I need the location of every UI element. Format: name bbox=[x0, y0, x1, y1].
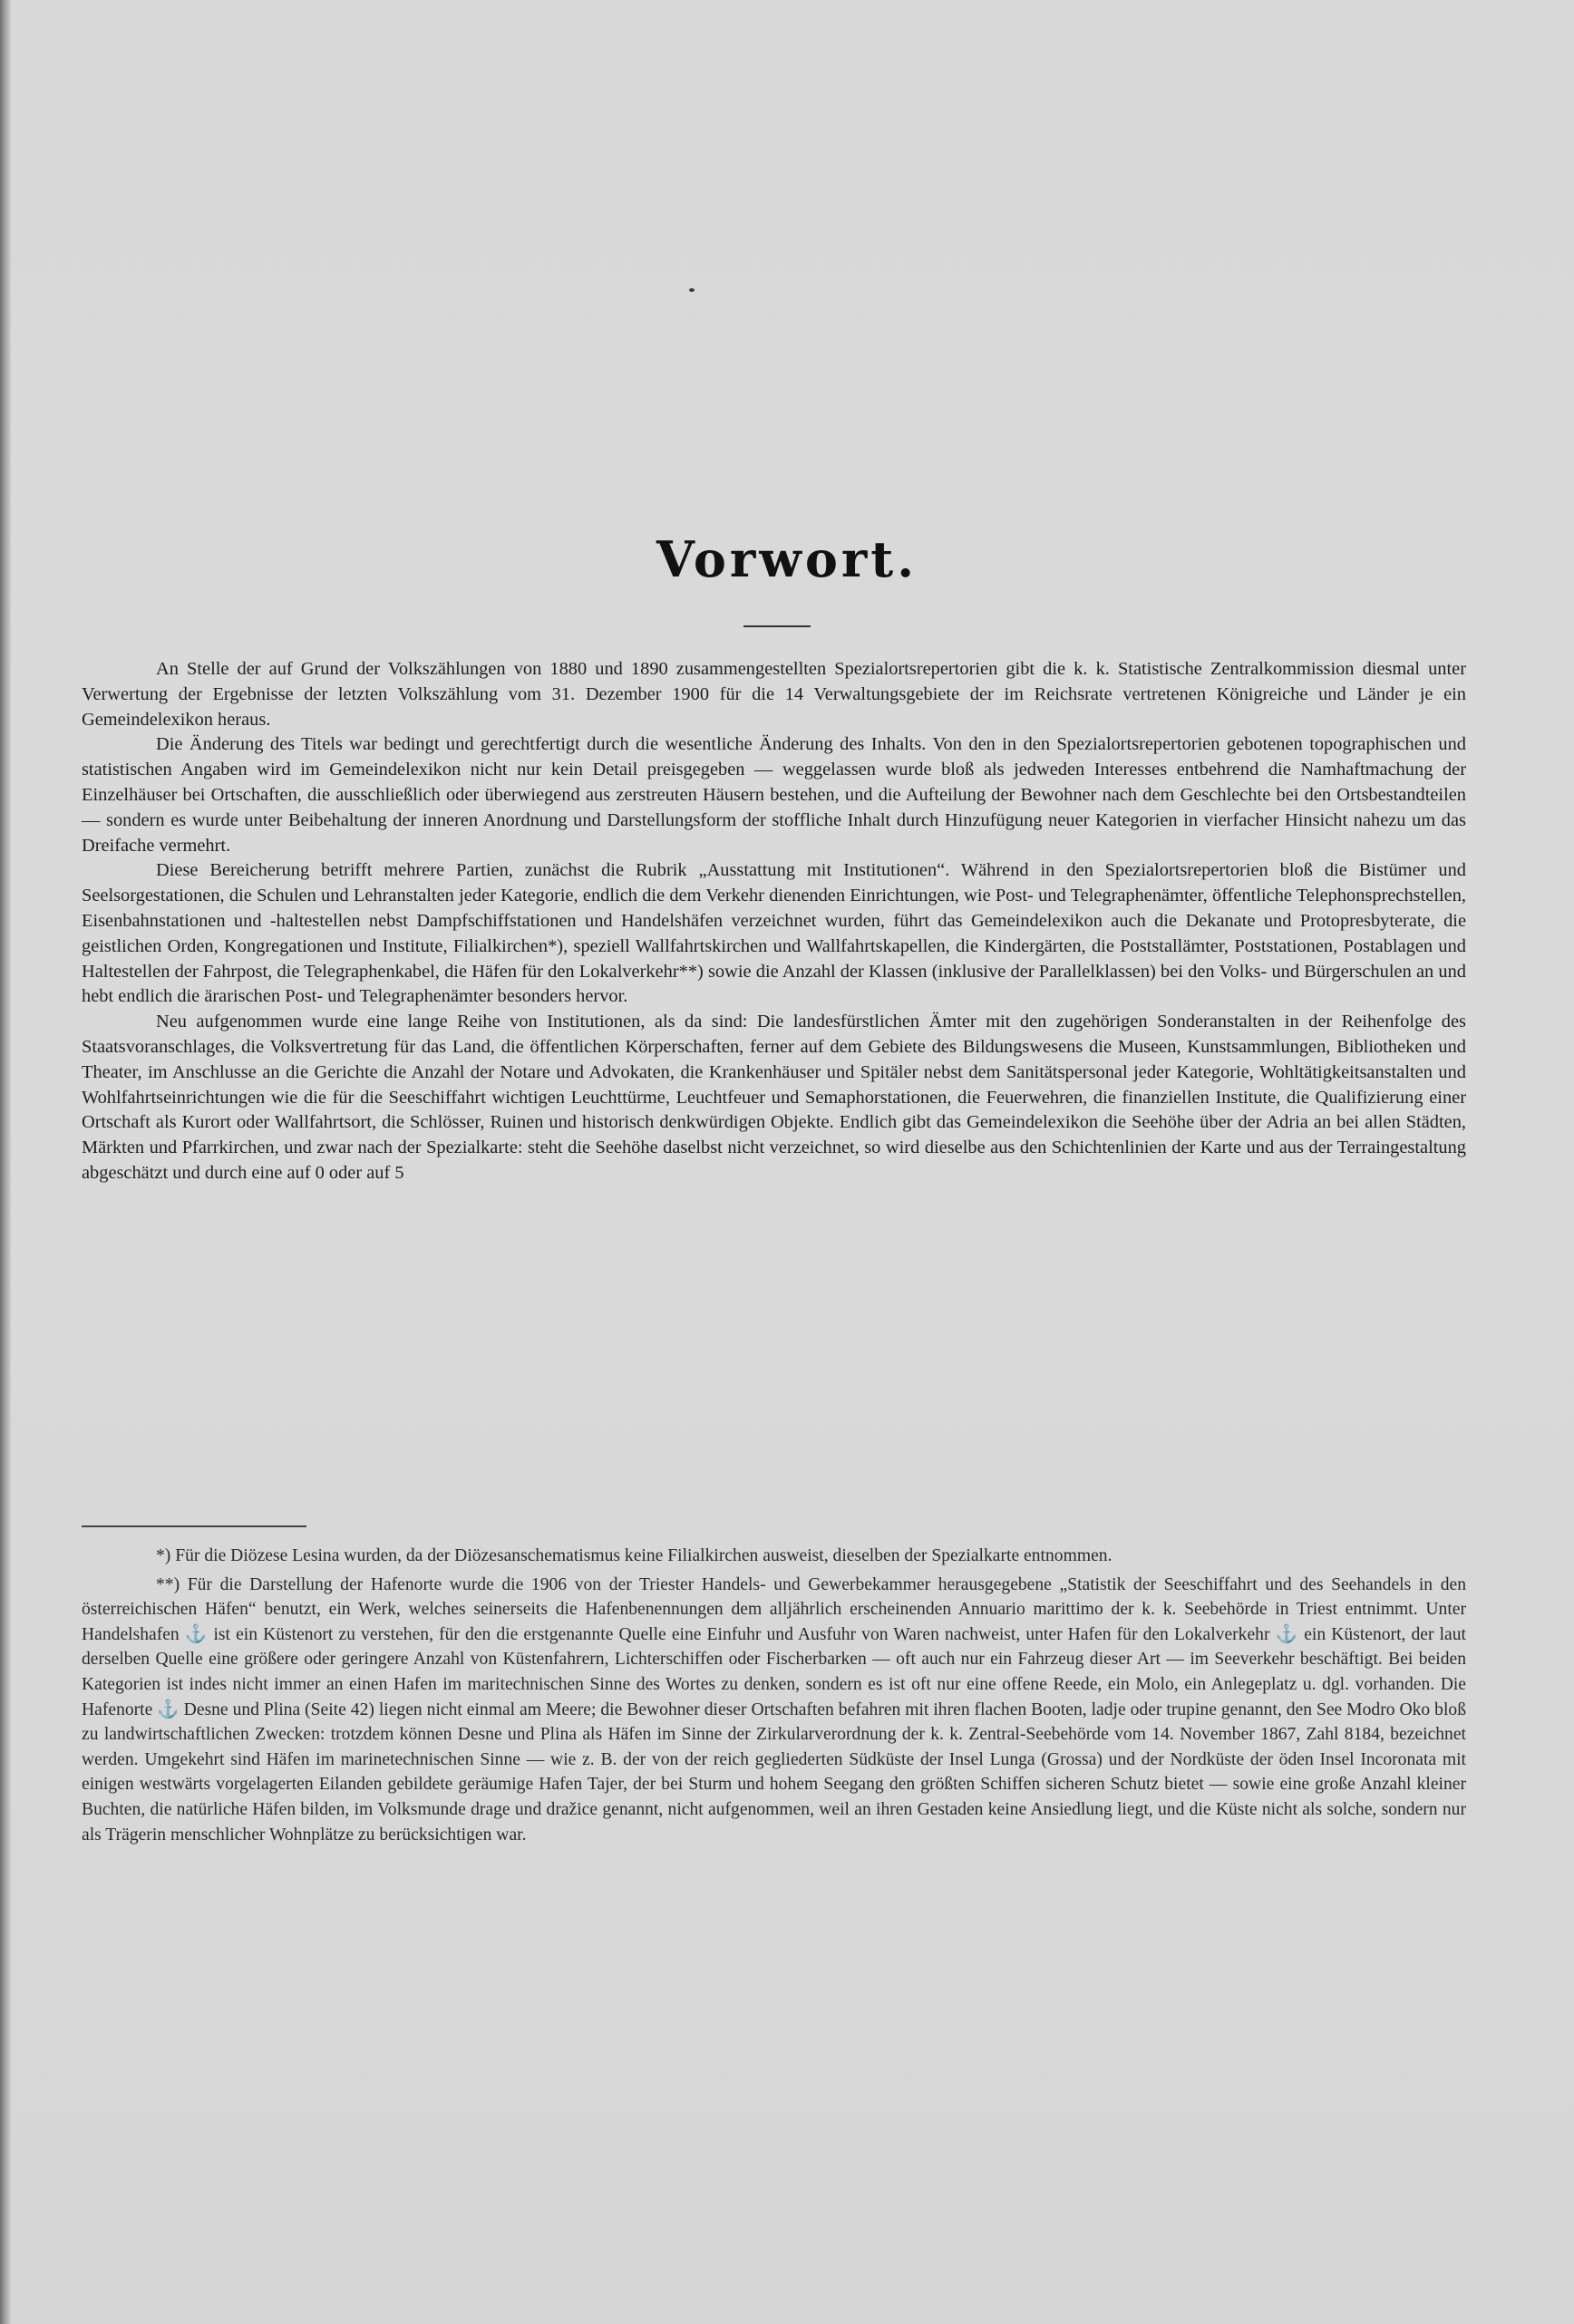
footnote-rule bbox=[82, 1525, 306, 1527]
footnote-1: *) Für die Diözese Lesina wurden, da der Diözesanschematismus keine Filialkirchen ausweist, dieselben der Spezialkarte entnommen. bbox=[156, 1546, 1112, 1565]
page-title: Vorwort. bbox=[656, 530, 918, 588]
body-text bbox=[82, 657, 1466, 1186]
scan-speck bbox=[689, 288, 695, 292]
paragraph-1: An Stelle der auf Grund der Volkszählungen von 1880 und 1890 zusammengestellten Spezialortsrepertorien gibt die k. k. Statistische Zentralkommission diesmal unter Verwertung der Ergebnisse der letzten Volkszählung vom 31. Dezember 1900 für die 14 Verwaltungsgebiete der im Reichsrate vertretenen Königreiche und Länder je ein Gemeindelexikon heraus. bbox=[82, 659, 1466, 730]
paragraph-2: Die Änderung des Titels war bedingt und gerechtfertigt durch die wesentliche Änderung des Inhalts. Von den in den Spezialortsrepertorien gebotenen topographischen und statistischen Angaben wird im Gemeindelexikon nicht nur kein Detail preisgegeben — weggelassen wurde bloß als jedweden Interesses entbehrend die Namhaftmachung der Einzelhäuser bei Ortschaften, die ausschließlich oder überwiegend aus zerstreuten Häusern bestehen, und die Aufteilung der Bewohner nach dem Geschlechte bei den Ortsbestandteilen — sondern es wurde unter Beibehaltung der inneren Anordnung und Darstellungsform der stoffliche Inhalt durch Hinzufügung neuer Kategorien in vierfacher Hinsicht nahezu um das Dreifache vermehrt. bbox=[82, 734, 1466, 856]
paragraph-3: Diese Bereicherung betrifft mehrere Partien, zunächst die Rubrik „Ausstattung mit Institutionen“. Während in den Spezialortsrepertorien bloß die Bistümer und Seelsorgestationen, die Schulen und Lehranstalten jeder Kategorie, endlich die dem Verkehr dienenden Einrichtungen, wie Post- und Telegraphenämter, öffentliche Telephonsprechstellen, Eisenbahnstationen und -haltestellen nebst Dampfschiffstationen und Handelshäfen verzeichnet wurden, führt das Gemeindelexikon auch die Dekanate und Protopresbyterate, die geistlichen Orden, Kongregationen und Institute, Filialkirchen*), speziell Wallfahrtskirchen und Wallfahrtskapellen, die Kindergärten, die Poststallämter, Poststationen, Postablagen und Haltestellen der Fahrpost, die Telegraphenkabel, die Häfen für den Lokalverkehr**) sowie die Anzahl der Klassen (inklusive der Parallelklassen) bei den Volks- und Bürgerschulen an und hebt endlich die ärarischen Post- und Telegraphenämter besonders hervor. bbox=[82, 860, 1466, 1007]
scan-binding-edge bbox=[0, 0, 11, 2324]
title-rule bbox=[743, 625, 811, 627]
paragraph-4: Neu aufgenommen wurde eine lange Reihe von Institutionen, als da sind: Die landesfürstlichen Ämter mit den zugehörigen Sonderanstalten in der Reihenfolge des Staatsvoranschlages, die Volksvertretung für das Land, die öffentlichen Körperschaften, ferner auf dem Gebiete des Bildungswesens die Museen, Kunstsammlungen, Bibliotheken und Theater, im Anschlusse an die Gerichte die Anzahl der Notare und Advokaten, die Krankenhäuser und Spitäler nebst dem Sanitätspersonal jeder Kategorie, Wohltätigkeitsanstalten und Wohlfahrtseinrichtungen wie die für die Seeschiffahrt wichtigen Leuchttürme, Leuchtfeuer und Semaphorstationen, die Feuerwehren, die finanziellen Institute, die Qualifizierung einer Ortschaft als Kurort oder Wallfahrtsort, die Schlösser, Ruinen und historisch denkwürdigen Objekte. Endlich gibt das Gemeindelexikon die Seehöhe über der Adria an bei allen Städten, Märkten und Pfarrkirchen, und zwar nach der Spezialkarte: steht die Seehöhe daselbst nicht verzeichnet, so wird dieselbe aus den Schichtenlinien der Karte und aus der Terraingestaltung abgeschätzt und durch eine auf 0 oder auf 5 bbox=[82, 1012, 1466, 1183]
footnote-2: **) Für die Darstellung der Hafenorte wurde die 1906 von der Triester Handels- und Gewerbekammer herausgegebene „Statistik der Seeschiffahrt und des Seehandels in den österreichischen Häfen“ benutzt, ein Werk, welches seinerseits die Hafenbenennungen dem alljährlich erscheinenden Annuario marittimo der k. k. Seebehörde in Triest entnimmt. Unter Handelshafen ⚓ ist ein Küstenort zu verstehen, für den die erstgenannte Quelle eine Einfuhr und Ausfuhr von Waren nachweist, unter Hafen für den Lokalverkehr ⚓ ein Küstenort, der laut derselben Quelle eine größere oder geringere Anzahl von Küstenfahrern, Lichterschiffen oder Fischerbarken — oft auch nur ein Fahrzeug dieser Art — im Seeverkehr beschäftigt. Bei beiden Kategorien ist indes nicht immer an einen Hafen im maritechnischen Sinne des Wortes zu denken, sondern es ist oft nur eine offene Reede, ein Molo, ein Anlegeplatz u. dgl. vorhanden. Die Hafenorte ⚓ Desne und Plina (Seite 42) liegen nicht einmal am Meere; die Bewohner dieser Ortschaften befahren mit ihren flachen Booten, ladje oder trupine genannt, den See Modro Oko bloß zu landwirtschaftlichen Zwecken: trotzdem können Desne und Plina als Häfen im Sinne der Zirkularverordnung der k. k. Zentral-Seebehörde vom 14. November 1867, Zahl 8184, bezeichnet werden. Umgekehrt sind Häfen im marinetechnischen Sinne — wie z. B. der von der reich gegliederten Südküste der Insel Lunga (Grossa) und der Nordküste der öden Insel Incoronata mit einigen westwärts vorgelagerten Eilanden gebildete geräumige Hafen Tajer, der bei Sturm und hohem Seegang den größten Schiffen sicheren Schutz bietet — sowie eine große Anzahl kleiner Buchten, die natürliche Häfen bilden, im Volksmunde drage und dražice genannt, nicht aufgenommen, weil an ihren Gestaden keine Ansiedlung liegt, und die Küste nicht als solche, sondern nur als Trägerin menschlicher Wohnplätze zu berücksichtigen war. bbox=[82, 1574, 1466, 1845]
footnotes bbox=[82, 1544, 1466, 1851]
